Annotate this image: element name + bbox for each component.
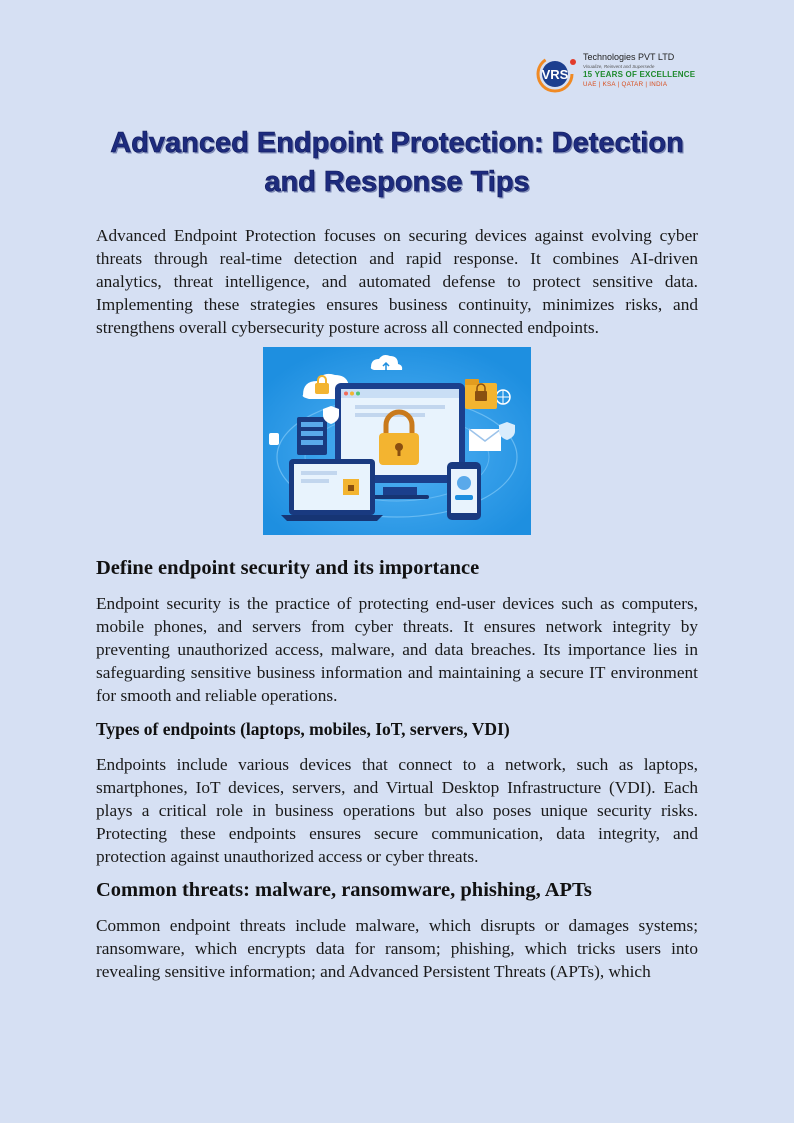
envelope-icon xyxy=(469,429,501,451)
server-icon xyxy=(297,417,327,455)
laptop-icon xyxy=(281,459,383,521)
section-heading-endpoint-types: Types of endpoints (laptops, mobiles, IoT, servers, VDI) xyxy=(96,719,510,739)
battery-icon xyxy=(269,433,279,445)
folder-lock-icon xyxy=(465,379,497,409)
section-heading-endpoint-security: Define endpoint security and its importance xyxy=(96,557,480,579)
logo-tagline: Visualize, Reinvent and Supersede xyxy=(583,64,655,69)
smartphone-icon xyxy=(447,462,481,520)
section-body-endpoint-security: Endpoint security is the practice of protecting end-user devices such as computers, mobile phones, and servers from cyber threats. It ensures network integrity by preventing unauthorized access, malware, and data breaches. Its importance lies in safeguarding sensitive business information and maintaining a secure IT environment for smooth and reliable operations. xyxy=(96,594,698,705)
illustration-svg xyxy=(263,347,531,535)
company-logo xyxy=(533,52,703,100)
logo-regions: UAE | KSA | QATAR | INDIA xyxy=(583,81,668,88)
logo-company-name: Technologies PVT LTD xyxy=(583,52,675,62)
section-heading-common-threats: Common threats: malware, ransomware, phishing, APTs xyxy=(96,879,592,901)
logo-excellence: 15 YEARS OF EXCELLENCE xyxy=(583,70,696,79)
logo-text-block xyxy=(583,52,703,89)
page-title: Advanced Endpoint Protection: Detection and Response Tips xyxy=(110,127,684,198)
intro-paragraph: Advanced Endpoint Protection focuses on securing devices against evolving cyber threats through real-time detection and rapid response. It combines AI-driven analytics, threat intelligence, and automated defense to protect sensitive data. Implementing these strategies ensures business continuity, minimizes risks, and strengthens overall cybersecurity posture across all connected endpoints. xyxy=(96,226,698,337)
section-body-endpoint-types: Endpoints include various devices that connect to a network, such as laptops, smartphones, IoT devices, servers, and Virtual Desktop Infrastructure (VDI). Each plays a critical role in business operations but also poses unique security risks. Protecting these endpoints ensures secure communication, data integrity, and protection against unauthorized access or cyber threats. xyxy=(96,755,698,866)
logo-mark-text: VRS xyxy=(541,67,569,82)
vrs-logo-mark xyxy=(533,54,583,94)
endpoint-security-illustration xyxy=(263,347,531,535)
section-body-common-threats: Common endpoint threats include malware, which disrupts or damages systems; ransomware, which encrypts data for ransom; phishing, which tricks users into revealing sensitive information; and Advanced Persistent Threats (APTs), which xyxy=(96,916,698,981)
